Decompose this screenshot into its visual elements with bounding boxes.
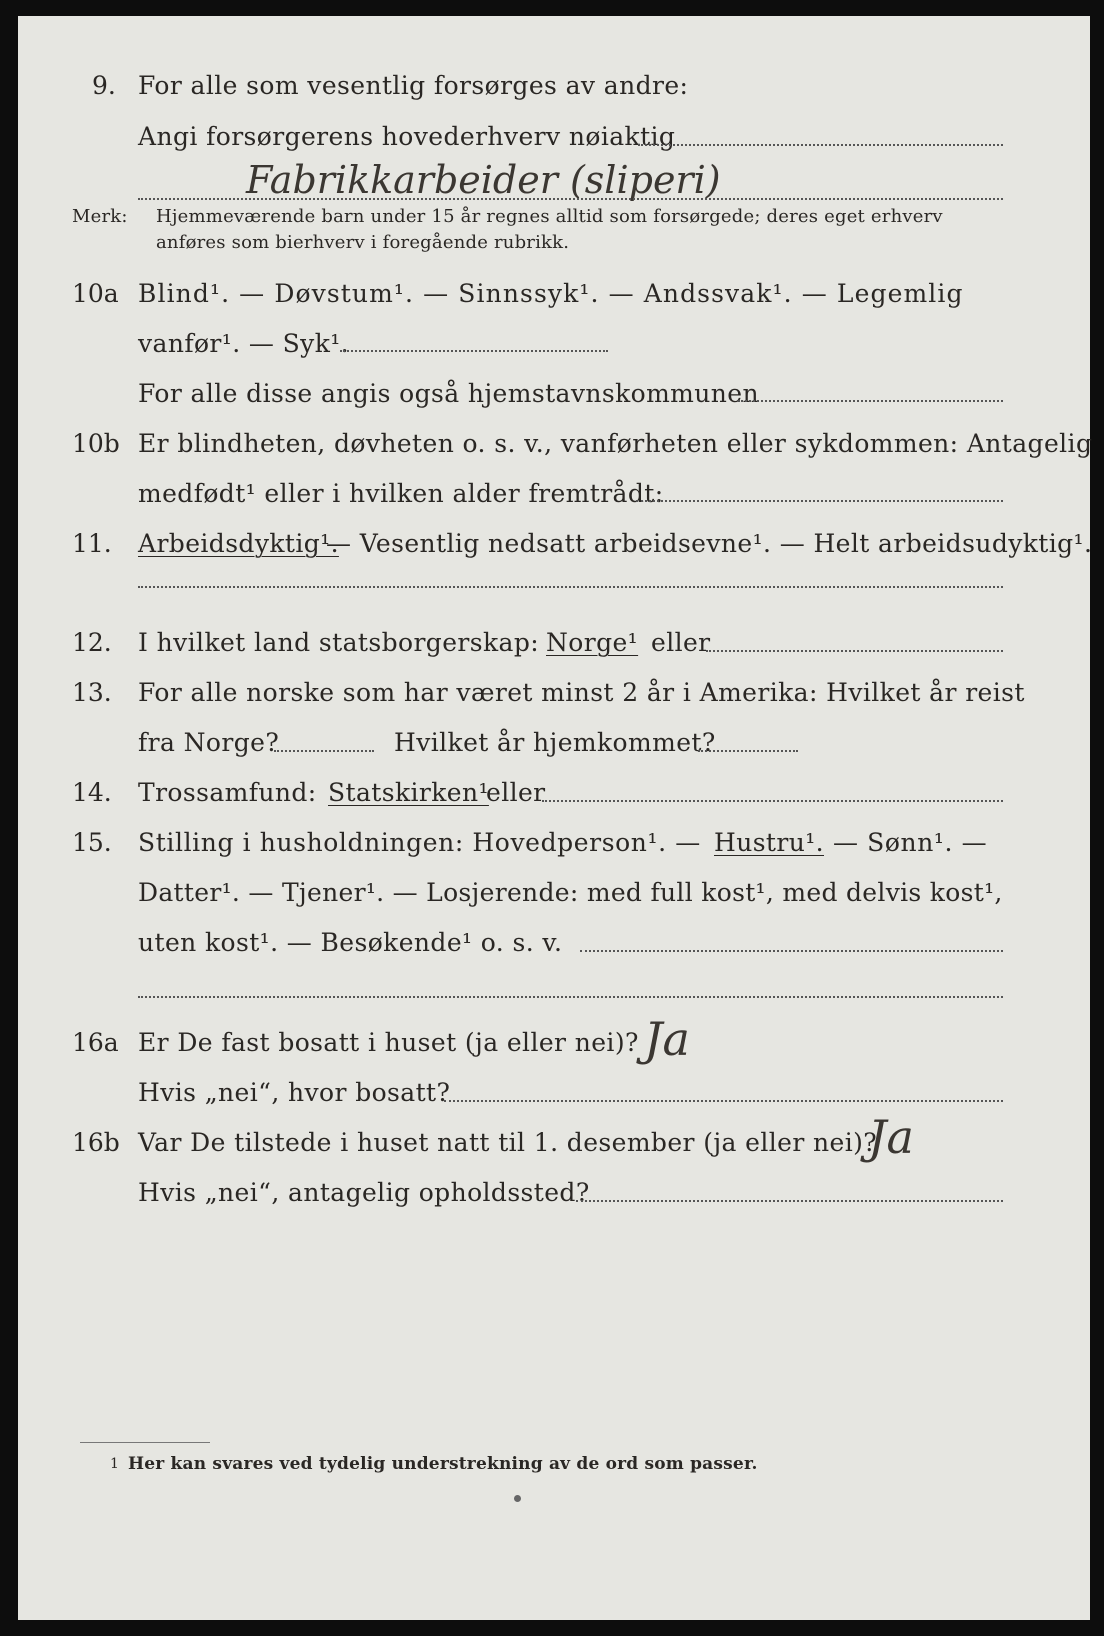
answer-line — [340, 350, 608, 352]
answer-line — [706, 650, 1003, 652]
footnote-mark: 1 — [110, 1456, 120, 1472]
question-12-prefix: I hvilket land statsborgerskap: — [138, 628, 540, 657]
question-13-line-2a: fra Norge? — [138, 728, 280, 757]
question-12-suffix: eller — [651, 628, 711, 657]
answer-line — [444, 1100, 1003, 1102]
question-15-line-2: Datter¹. — Tjener¹. — Losjerende: med full kost¹, med delvis kost¹, — [138, 878, 1003, 907]
question-10a-line-1: Blind¹. — Døvstum¹. — Sinnssyk¹. — Andssvak¹. — Legemlig — [138, 279, 964, 308]
answer-line — [542, 800, 1003, 802]
option-arbeidsdyktig-underlined: Arbeidsdyktig¹. — [138, 529, 339, 558]
answer-line — [576, 1200, 1003, 1202]
answer-line — [138, 586, 1003, 588]
census-form-page — [18, 16, 1093, 1620]
question-16a-line-2: Hvis „nei“, hvor bosatt? — [138, 1078, 451, 1107]
handwritten-answer-9: Fabrikkarbeider (sliperi) — [246, 158, 721, 202]
question-16b-line-1: Var De tilstede i huset natt til 1. desember (ja eller nei)? — [138, 1128, 878, 1157]
handwritten-answer-16a: Ja — [644, 1012, 690, 1066]
ink-dot — [514, 1495, 521, 1502]
question-13-number: 13. — [72, 678, 112, 707]
option-hustru-underlined: Hustru¹. — [714, 828, 824, 857]
question-16b-line-2: Hvis „nei“, antagelig opholdssted? — [138, 1178, 590, 1207]
question-15-line-3: uten kost¹. — Besøkende¹ o. s. v. — [138, 928, 563, 957]
question-10a-line-2: vanfør¹. — Syk¹. — [138, 329, 350, 358]
answer-line — [738, 400, 1003, 402]
question-14-suffix: eller — [486, 778, 546, 807]
question-13-line-2b: Hvilket år hjemkommet? — [394, 728, 716, 757]
question-10a-line-3: For alle disse angis også hjemstavnskommunen — [138, 379, 759, 408]
answer-line — [698, 750, 798, 752]
question-9-line-2: Angi forsørgerens hovederhverv nøiaktig — [138, 122, 676, 151]
question-13-line-1: For alle norske som har været minst 2 år i Amerika: Hvilket år reist — [138, 678, 1025, 707]
question-16a-line-1: Er De fast bosatt i huset (ja eller nei)? — [138, 1028, 639, 1057]
handwritten-answer-16b: Ja — [868, 1110, 914, 1164]
question-15-number: 15. — [72, 828, 112, 857]
footnote-text: Her kan svares ved tydelig understrekning av de ord som passer. — [128, 1454, 758, 1474]
answer-line — [636, 500, 1003, 502]
question-10b-line-1: Er blindheten, døvheten o. s. v., vanførheten eller sykdommen: Antagelig — [138, 429, 1093, 458]
question-9-number: 9. — [92, 71, 116, 100]
option-statskirken-underlined: Statskirken¹ — [328, 778, 489, 807]
question-11-rest: — Vesentlig nedsatt arbeidsevne¹. — Helt arbeidsudyktig¹. — [326, 529, 1093, 558]
question-14-prefix: Trossamfund: — [138, 778, 317, 807]
question-16b-number: 16b — [72, 1128, 120, 1157]
question-12-number: 12. — [72, 628, 112, 657]
answer-line — [138, 198, 1003, 200]
answer-line — [638, 144, 1003, 146]
footnote-divider — [80, 1442, 210, 1443]
question-15-line-1c: — Sønn¹. — — [833, 828, 988, 857]
answer-line — [580, 950, 1003, 952]
question-16a-number: 16a — [72, 1028, 119, 1057]
question-10b-number: 10b — [72, 429, 120, 458]
question-14-number: 14. — [72, 778, 112, 807]
question-15-line-1a: Stilling i husholdningen: Hovedperson¹. — — [138, 828, 701, 857]
note-label: Merk: — [72, 206, 128, 227]
question-10a-number: 10a — [72, 279, 119, 308]
question-9-line-1: For alle som vesentlig forsørges av andre: — [138, 71, 689, 100]
answer-line — [274, 750, 374, 752]
answer-line — [138, 996, 1003, 998]
option-norge-underlined: Norge¹ — [546, 628, 639, 657]
note-line-2: anføres som bierhverv i foregående rubrikk. — [156, 232, 570, 253]
question-11-number: 11. — [72, 529, 112, 558]
question-10b-line-2: medfødt¹ eller i hvilken alder fremtrådt: — [138, 479, 664, 508]
note-line-1: Hjemmeværende barn under 15 år regnes alltid som forsørgede; deres eget erhverv — [156, 206, 943, 227]
